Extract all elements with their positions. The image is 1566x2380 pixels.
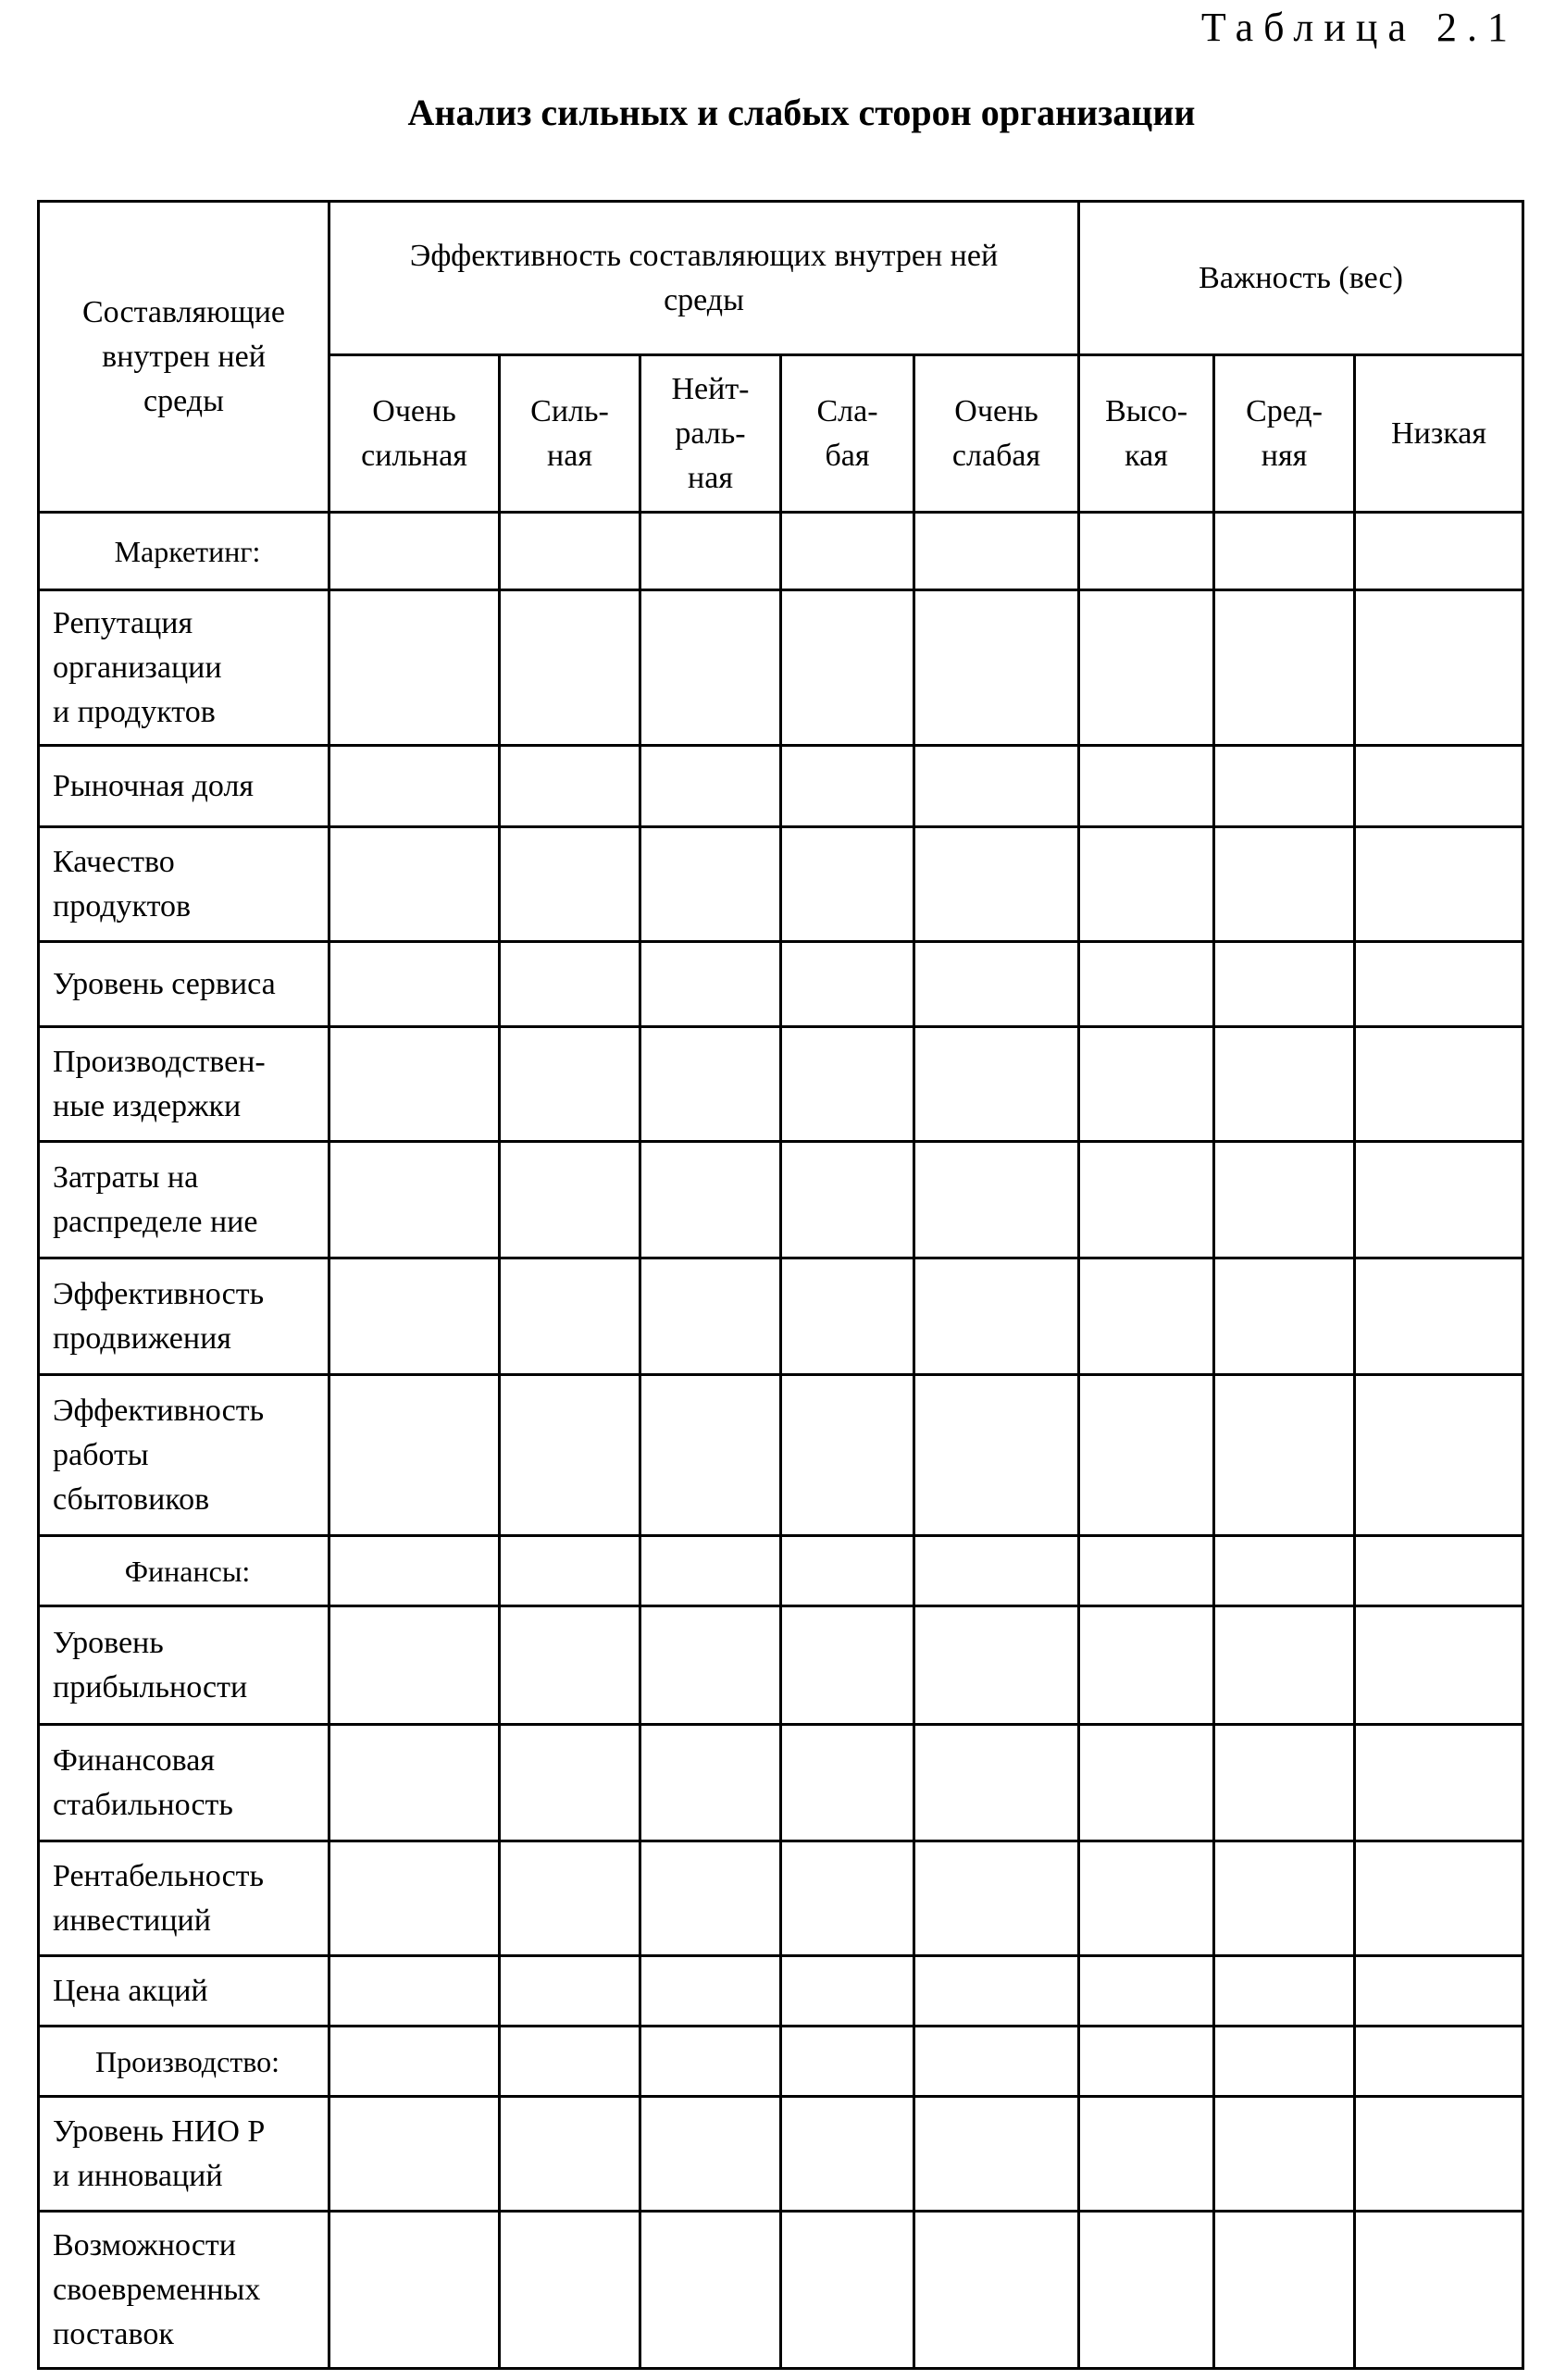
- table-row: [39, 746, 1523, 827]
- empty-cell: [329, 827, 500, 942]
- empty-cell: [781, 1027, 914, 1142]
- empty-cell: [329, 746, 500, 827]
- empty-cell: [1079, 942, 1214, 1027]
- empty-cell: [640, 2212, 781, 2369]
- row-label: Возможности своевременных поставок: [39, 2212, 329, 2369]
- empty-cell: [329, 1142, 500, 1258]
- empty-cell: [1079, 1142, 1214, 1258]
- empty-cell: [640, 942, 781, 1027]
- table-row: [39, 1725, 1523, 1841]
- empty-cell: [640, 1956, 781, 2027]
- empty-cell: [781, 513, 914, 590]
- empty-cell: [1079, 1536, 1214, 1606]
- empty-cell: [500, 1258, 640, 1375]
- empty-cell: [500, 2027, 640, 2097]
- empty-cell: [914, 1258, 1079, 1375]
- empty-cell: [329, 1725, 500, 1841]
- empty-cell: [640, 1027, 781, 1142]
- section-label: Финансы:: [39, 1536, 329, 1606]
- empty-cell: [500, 590, 640, 746]
- empty-cell: [1214, 827, 1355, 942]
- empty-cell: [1355, 2212, 1523, 2369]
- empty-cell: [914, 2097, 1079, 2212]
- empty-cell: [640, 1841, 781, 1956]
- empty-cell: [500, 1956, 640, 2027]
- empty-cell: [500, 746, 640, 827]
- row-label: Финансовая стабильность: [39, 1725, 329, 1841]
- header-effectiveness: Эффективность составляющих внутрен ней среды: [329, 202, 1079, 355]
- empty-cell: [1079, 1725, 1214, 1841]
- empty-cell: [329, 1027, 500, 1142]
- empty-cell: [1355, 513, 1523, 590]
- header-weak: Сла- бая: [781, 355, 914, 513]
- empty-cell: [500, 827, 640, 942]
- row-label: Рентабельность инвестиций: [39, 1841, 329, 1956]
- empty-cell: [500, 1027, 640, 1142]
- header-medium: Сред- няя: [1214, 355, 1355, 513]
- empty-cell: [640, 1142, 781, 1258]
- empty-cell: [640, 1725, 781, 1841]
- empty-cell: [500, 1725, 640, 1841]
- empty-cell: [1214, 1956, 1355, 2027]
- empty-cell: [1355, 1841, 1523, 1956]
- empty-cell: [329, 2212, 500, 2369]
- header-very-weak: Очень слабая: [914, 355, 1079, 513]
- empty-cell: [1355, 746, 1523, 827]
- empty-cell: [500, 1536, 640, 1606]
- empty-cell: [640, 746, 781, 827]
- empty-cell: [1079, 746, 1214, 827]
- empty-cell: [329, 1375, 500, 1536]
- empty-cell: [1079, 1027, 1214, 1142]
- empty-cell: [914, 2212, 1079, 2369]
- row-label: Производствен- ные издержки: [39, 1027, 329, 1142]
- empty-cell: [329, 1536, 500, 1606]
- empty-cell: [1355, 1142, 1523, 1258]
- empty-cell: [1355, 1375, 1523, 1536]
- empty-cell: [1214, 1027, 1355, 1142]
- empty-cell: [1214, 1725, 1355, 1841]
- empty-cell: [781, 1375, 914, 1536]
- table-row: [39, 590, 1523, 746]
- empty-cell: [1355, 1258, 1523, 1375]
- empty-cell: [1079, 2027, 1214, 2097]
- row-label: Затраты на распределе ние: [39, 1142, 329, 1258]
- empty-cell: [914, 942, 1079, 1027]
- empty-cell: [500, 1142, 640, 1258]
- row-label: Цена акций: [39, 1956, 329, 2027]
- empty-cell: [640, 1536, 781, 1606]
- empty-cell: [500, 1606, 640, 1725]
- table-row: [39, 1841, 1523, 1956]
- empty-cell: [1214, 1142, 1355, 1258]
- empty-cell: [329, 2027, 500, 2097]
- empty-cell: [329, 590, 500, 746]
- header-very-strong: Очень сильная: [329, 355, 500, 513]
- table-row: [39, 1258, 1523, 1375]
- empty-cell: [914, 590, 1079, 746]
- empty-cell: [914, 746, 1079, 827]
- empty-cell: [1214, 942, 1355, 1027]
- empty-cell: [781, 2027, 914, 2097]
- empty-cell: [329, 1841, 500, 1956]
- header-components: Составляющие внутрен ней среды: [39, 202, 329, 513]
- table-number: Таблица 2.1: [1200, 5, 1518, 50]
- empty-cell: [1355, 1027, 1523, 1142]
- empty-cell: [781, 590, 914, 746]
- empty-cell: [1214, 2097, 1355, 2212]
- empty-cell: [640, 1258, 781, 1375]
- table-row: [39, 1027, 1523, 1142]
- empty-cell: [781, 746, 914, 827]
- empty-cell: [329, 1606, 500, 1725]
- table-row: [39, 1142, 1523, 1258]
- table-row: [39, 2097, 1523, 2212]
- row-label: Рыночная доля: [39, 746, 329, 827]
- header-high: Высо- кая: [1079, 355, 1214, 513]
- empty-cell: [1214, 513, 1355, 590]
- empty-cell: [1355, 827, 1523, 942]
- empty-cell: [500, 1375, 640, 1536]
- empty-cell: [640, 590, 781, 746]
- header-low: Низкая: [1355, 355, 1523, 513]
- row-label: Уровень сервиса: [39, 942, 329, 1027]
- empty-cell: [1214, 1841, 1355, 1956]
- empty-cell: [500, 2097, 640, 2212]
- empty-cell: [781, 2097, 914, 2212]
- empty-cell: [1214, 590, 1355, 746]
- empty-cell: [329, 513, 500, 590]
- empty-cell: [1079, 1258, 1214, 1375]
- section-row: [39, 1536, 1523, 1606]
- row-label: Эффективность продвижения: [39, 1258, 329, 1375]
- empty-cell: [1214, 1258, 1355, 1375]
- empty-cell: [914, 1841, 1079, 1956]
- empty-cell: [781, 827, 914, 942]
- empty-cell: [1214, 1536, 1355, 1606]
- empty-cell: [914, 827, 1079, 942]
- empty-cell: [640, 1606, 781, 1725]
- empty-cell: [1214, 2212, 1355, 2369]
- empty-cell: [1079, 2212, 1214, 2369]
- empty-cell: [914, 1536, 1079, 1606]
- table-row: [39, 1375, 1523, 1536]
- empty-cell: [781, 1606, 914, 1725]
- empty-cell: [1355, 590, 1523, 746]
- empty-cell: [500, 2212, 640, 2369]
- empty-cell: [1079, 1956, 1214, 2027]
- empty-cell: [781, 1536, 914, 1606]
- table-row: [39, 2212, 1523, 2369]
- empty-cell: [1079, 827, 1214, 942]
- empty-cell: [1079, 1841, 1214, 1956]
- row-label: Уровень НИО Р и инноваций: [39, 2097, 329, 2212]
- table-row: [39, 1606, 1523, 1725]
- section-label: Маркетинг:: [39, 513, 329, 590]
- empty-cell: [914, 513, 1079, 590]
- table-row: [39, 827, 1523, 942]
- empty-cell: [640, 2027, 781, 2097]
- empty-cell: [1355, 1536, 1523, 1606]
- empty-cell: [914, 1606, 1079, 1725]
- header-importance: Важность (вес): [1079, 202, 1523, 355]
- empty-cell: [781, 1841, 914, 1956]
- row-label: Эффективность работы сбытовиков: [39, 1375, 329, 1536]
- empty-cell: [1355, 1725, 1523, 1841]
- empty-cell: [914, 1725, 1079, 1841]
- empty-cell: [1214, 2027, 1355, 2097]
- empty-cell: [781, 1142, 914, 1258]
- table-row: [39, 1956, 1523, 2027]
- table-row: [39, 942, 1523, 1027]
- empty-cell: [781, 942, 914, 1027]
- empty-cell: [1355, 2097, 1523, 2212]
- row-label: Уровень прибыльности: [39, 1606, 329, 1725]
- empty-cell: [1355, 942, 1523, 1027]
- empty-cell: [640, 2097, 781, 2212]
- empty-cell: [329, 1258, 500, 1375]
- row-label: Качество продуктов: [39, 827, 329, 942]
- empty-cell: [1079, 1375, 1214, 1536]
- empty-cell: [1355, 1606, 1523, 1725]
- empty-cell: [781, 1258, 914, 1375]
- empty-cell: [1079, 2097, 1214, 2212]
- empty-cell: [329, 2097, 500, 2212]
- empty-cell: [640, 1375, 781, 1536]
- empty-cell: [781, 1956, 914, 2027]
- row-label: Репутация организации и продуктов: [39, 590, 329, 746]
- section-row: [39, 513, 1523, 590]
- empty-cell: [914, 1375, 1079, 1536]
- empty-cell: [914, 1142, 1079, 1258]
- empty-cell: [781, 2212, 914, 2369]
- empty-cell: [1214, 1375, 1355, 1536]
- empty-cell: [1355, 2027, 1523, 2097]
- empty-cell: [1214, 1606, 1355, 1725]
- empty-cell: [640, 827, 781, 942]
- section-label: Производство:: [39, 2027, 329, 2097]
- swot-table: [37, 200, 1524, 2370]
- empty-cell: [329, 1956, 500, 2027]
- page-title: Анализ сильных и слабых сторон организации: [407, 92, 1196, 133]
- empty-cell: [500, 513, 640, 590]
- empty-cell: [781, 1725, 914, 1841]
- empty-cell: [914, 2027, 1079, 2097]
- empty-cell: [640, 513, 781, 590]
- table-body: [39, 513, 1523, 2369]
- empty-cell: [1355, 1956, 1523, 2027]
- empty-cell: [329, 942, 500, 1027]
- section-row: [39, 2027, 1523, 2097]
- empty-cell: [1079, 590, 1214, 746]
- header-strong: Силь- ная: [500, 355, 640, 513]
- empty-cell: [914, 1956, 1079, 2027]
- empty-cell: [1079, 1606, 1214, 1725]
- header-neutral: Нейт- раль- ная: [640, 355, 781, 513]
- empty-cell: [1214, 746, 1355, 827]
- empty-cell: [500, 1841, 640, 1956]
- empty-cell: [914, 1027, 1079, 1142]
- empty-cell: [500, 942, 640, 1027]
- empty-cell: [1079, 513, 1214, 590]
